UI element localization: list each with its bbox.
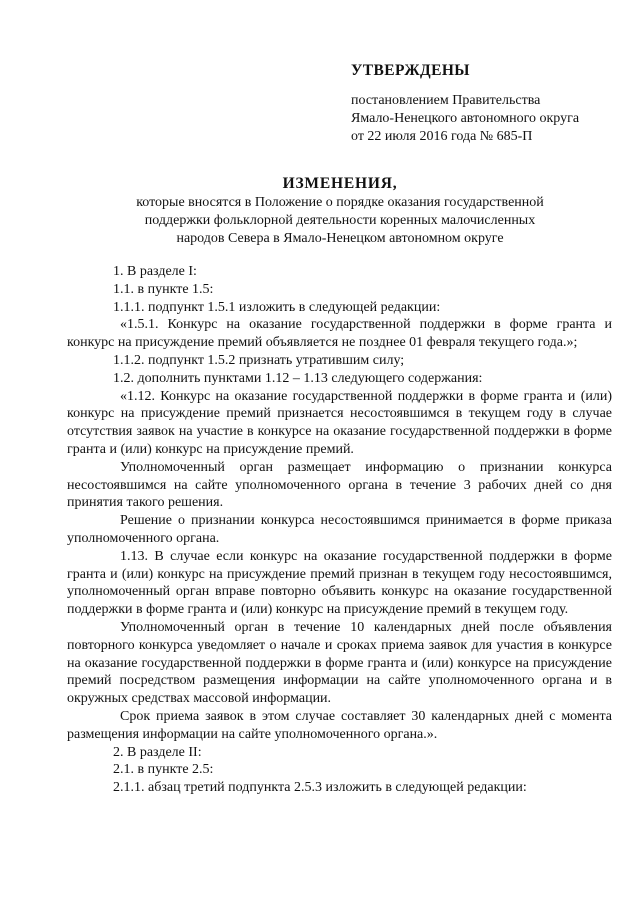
document-title: ИЗМЕНЕНИЯ,: [282, 175, 398, 192]
paragraph: Срок приема заявок в этом случае составляет 30 календарных дней с момента размещения информации на сайте уполномоченного органа.».: [67, 708, 612, 742]
paragraph: «1.5.1. Конкурс на оказание государственной поддержки в форме гранта и конкурс на присуждение премий объявляется не позднее 01 февраля текущего года.»;: [67, 317, 612, 351]
approval-line: постановлением Правительства: [351, 93, 541, 108]
paragraph: Уполномоченный орган размещает информацию о признании конкурса несостоявшимся на сайте уполномоченного органа в течение 3 рабочих дней со дня принятия такого решения.: [67, 459, 612, 511]
paragraph: 2.1. в пункте 2.5:: [113, 762, 214, 778]
paragraph: 1.1.1. подпункт 1.5.1 изложить в следующей редакции:: [113, 299, 441, 315]
paragraph: 1. В разделе I:: [113, 264, 197, 279]
paragraph: Решение о признании конкурса несостоявшимся принимается в форме приказа уполномоченного органа.: [67, 513, 612, 546]
document-body: [67, 263, 612, 797]
paragraph: 2.1.1. абзац третий подпункта 2.5.3 изложить в следующей редакции:: [113, 780, 527, 796]
paragraph: 1.1. в пункте 1.5:: [113, 281, 214, 297]
paragraph: Уполномоченный орган в течение 10 календарных дней после объявления повторного конкурса уведомляет о начале и сроках приема заявок для участия в конкурсе на оказание государственной поддержки в форме гранта и (или) конкурсе на присуждение премий посредством размещения информации на сайте уполномоченного органа и в окружных средствах массовой информации.: [67, 619, 612, 707]
approval-line: от 22 июля 2016 года № 685-П: [351, 129, 533, 144]
approval-title: УТВЕРЖДЕНЫ: [351, 62, 470, 79]
paragraph: 1.2. дополнить пунктами 1.12 – 1.13 следующего содержания:: [113, 370, 483, 386]
paragraph: 2. В разделе II:: [113, 744, 202, 760]
subtitle-line: народов Севера в Ямало-Ненецком автономном округе: [176, 231, 504, 246]
paragraph: 1.13. В случае если конкурс на оказание государственной поддержки в форме гранта и (или) конкурс на присуждение премий признан в текущем году несостоявшимся, уполномоченный орган вправе повторно объявить конкурс на оказание государственной поддержки в форме гранта и (или) конкурс на присуждение премий в текущем году.: [67, 548, 612, 618]
paragraph: «1.12. Конкурс на оказание государственной поддержки в форме гранта и (или) конкурс на присуждение премий признается несостоявшимся в текущем году в случае отсутствия заявок на участие в конкурсе на оказание государственной поддержки в форме гранта и (или) конкурс на присуждение премий.: [67, 388, 612, 457]
subtitle-line: поддержки фольклорной деятельности коренных малочисленных: [144, 213, 536, 228]
document-subtitle: [70, 194, 610, 248]
subtitle-line: которые вносятся в Положение о порядке оказания государственной: [136, 195, 544, 210]
approval-line: Ямало-Ненецкого автономного округа: [351, 111, 580, 126]
paragraph: 1.1.2. подпункт 1.5.2 признать утратившим силу;: [113, 352, 405, 368]
approval-block: [351, 62, 611, 146]
